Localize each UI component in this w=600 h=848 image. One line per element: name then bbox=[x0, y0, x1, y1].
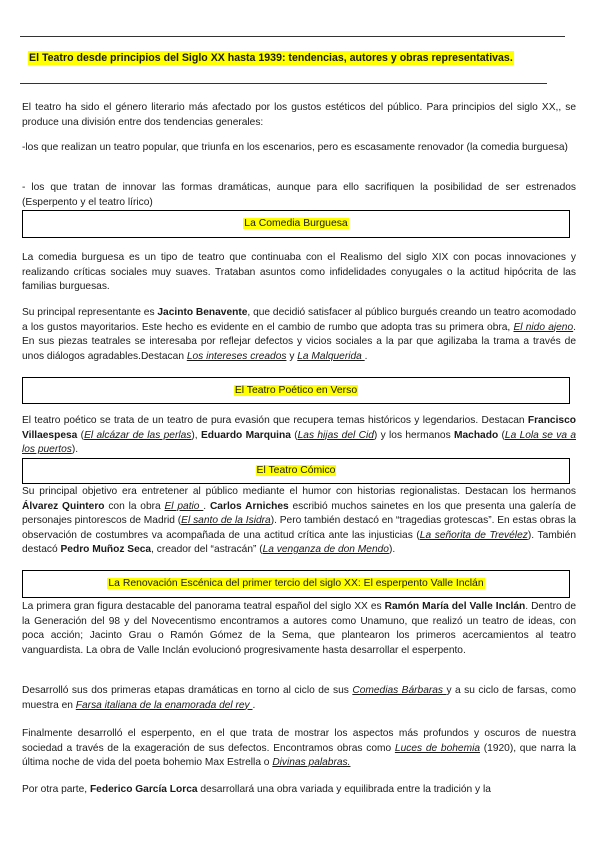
work-title: Los intereses creados bbox=[186, 350, 287, 362]
top-rule bbox=[20, 36, 565, 37]
work-title: La señorita de Trevélez bbox=[419, 529, 528, 541]
work-title: El alcázar de las perlas bbox=[84, 429, 192, 441]
work-title: El nido ajeno bbox=[513, 321, 574, 333]
work-title: Las hijas del Cid bbox=[297, 429, 374, 441]
comico-paragraph-1: Su principal objetivo era entretener al público mediante el humor con historias regionalistas. Destacan los hermanos Álvarez Quintero con la obra El patio . Carlos Arniches escribió muchos sainetes en los que presenta una galería de personajes pintorescos de Madrid (El santo de la Isidra). Pero también destacó en “tragedias grotescas”. En estas obras la observación de costumbres va acompañada de una actitud crítica ante las injusticias (La señorita de Trevélez). También destacó Pedro Muñoz Seca, creador del “astracán” (La venganza de don Mendo). bbox=[22, 486, 577, 555]
author-name: Eduardo Marquina bbox=[200, 429, 291, 441]
section-heading-poetico-text: El Teatro Poético en Verso bbox=[234, 385, 358, 396]
work-title: La venganza de don Mendo bbox=[262, 544, 389, 555]
author-name: Francisco Villaespesa bbox=[22, 415, 576, 441]
work-title: Comedias Bárbaras bbox=[352, 685, 447, 696]
work-title: El patio bbox=[164, 500, 204, 512]
author-name: Pedro Muñoz Seca bbox=[60, 544, 152, 555]
intro-paragraph-2: -los que realizan un teatro popular, que triunfa en los escenarios, pero es escasamente renovador (la comedia burguesa) bbox=[22, 142, 568, 153]
document-title: El Teatro desde principios del Siglo XX hasta 1939: tendencias, autores y obras representativas. bbox=[29, 52, 513, 64]
section-heading-renovacion bbox=[22, 570, 570, 598]
author-name: Ramón María del Valle Inclán bbox=[384, 601, 526, 612]
section-heading-comico bbox=[22, 458, 570, 484]
work-title: La Malquerida bbox=[297, 350, 365, 362]
poetico-paragraph-1: El teatro poético se trata de un teatro de pura evasión que recupera temas históricos y legendarios. Destacan Francisco Villaespesa (El alcázar de las perlas), Eduardo Marquina (Las hijas del Cid) y los hermanos Machado (La Lola se va a los puertos). bbox=[22, 415, 577, 455]
work-title: La Lola se va a los puertos bbox=[22, 429, 577, 455]
renovacion-paragraph-3: Finalmente desarrolló el esperpento, en el que trata de mostrar los aspectos más profundos y oscuros de nuestra sociedad a través de la exageración de sus defectos. Encontramos obras como Luces de bohemia (1920), que narra la última noche de vida del poeta bohemio Max Estrella o Divinas palabras. bbox=[22, 728, 577, 768]
author-name: Machado bbox=[454, 429, 499, 441]
renovacion-paragraph-2: Desarrolló sus dos primeras etapas dramáticas en torno al ciclo de sus Comedias Bárbaras y a su ciclo de farsas, como muestra en Farsa italiana de la enamorada del rey . bbox=[22, 685, 576, 711]
title-rule bbox=[20, 83, 547, 84]
section-heading-comedia bbox=[22, 210, 570, 238]
comedia-paragraph-2: Su principal representante es Jacinto Benavente, que decidió satisfacer al público burgués creando un teatro acomodado a los gustos mayoritarios. Este hecho es evidente en el cambio de rumbo que adopta tras su primera obra, El nido ajeno. En sus piezas teatrales se interesaba por reflejar defectos y vicios sociales a la par que agilizaba la trama a través de unos diálogos agradables.Destacan Los intereses creados y La Malquerida . bbox=[22, 307, 576, 362]
comedia-paragraph-1: La comedia burguesa es un tipo de teatro que continuaba con el Realismo del siglo XIX con pocas innovaciones y realizando críticas sociales muy suaves. Trataban asuntos como infidelidades conyugales o la actitud hipócrita de las familias burguesas. bbox=[22, 252, 576, 292]
author-name: Carlos Arniches bbox=[209, 500, 289, 512]
renovacion-paragraph-4: Por otra parte, Federico García Lorca desarrollará una obra variada y equilibrada entre la tradición y la bbox=[22, 784, 491, 795]
section-heading-poetico bbox=[22, 377, 570, 404]
work-title: Farsa italiana de la enamorada del rey bbox=[75, 699, 253, 711]
author-name: Álvarez Quintero bbox=[22, 500, 105, 512]
author-name: Jacinto Benavente bbox=[157, 307, 248, 318]
author-name: Federico García Lorca bbox=[89, 784, 198, 795]
work-title: Luces de bohemia bbox=[394, 742, 481, 754]
intro-paragraph-3: - los que tratan de innovar las formas dramáticas, aunque para ello sacrifiquen la posibilidad de ser estrenados (Esperpento y el teatro lírico) bbox=[22, 182, 576, 208]
intro-paragraph-1: El teatro ha sido el género literario más afectado por los gustos estéticos del público. Para principios del siglo XX,, se produce una división entre dos tendencias generales: bbox=[22, 102, 576, 128]
work-title: Divinas palabras. bbox=[272, 757, 351, 768]
section-heading-comico-text: El Teatro Cómico bbox=[256, 465, 336, 476]
section-heading-renovacion-text: La Renovación Escénica del primer tercio del siglo XX: El esperpento Valle Inclán bbox=[108, 578, 484, 589]
renovacion-paragraph-1: La primera gran figura destacable del panorama teatral español del siglo XX es Ramón María del Valle Inclán. Dentro de la Generación del 98 y del Novecentismo encontramos a autores como Unamuno, que realizó un teatro de ideas, con poca acción; Jacinto Grau o Ramón Gómez de la Sema, que plantearon los primeros acercamientos al teatro vanguardista. La obra de Valle Inclán evolucionó progresivamente hasta desarrollar el esperpento. bbox=[22, 601, 576, 656]
work-title: El santo de la Isidra bbox=[181, 515, 271, 526]
section-heading-comedia-text: La Comedia Burguesa bbox=[244, 218, 348, 229]
